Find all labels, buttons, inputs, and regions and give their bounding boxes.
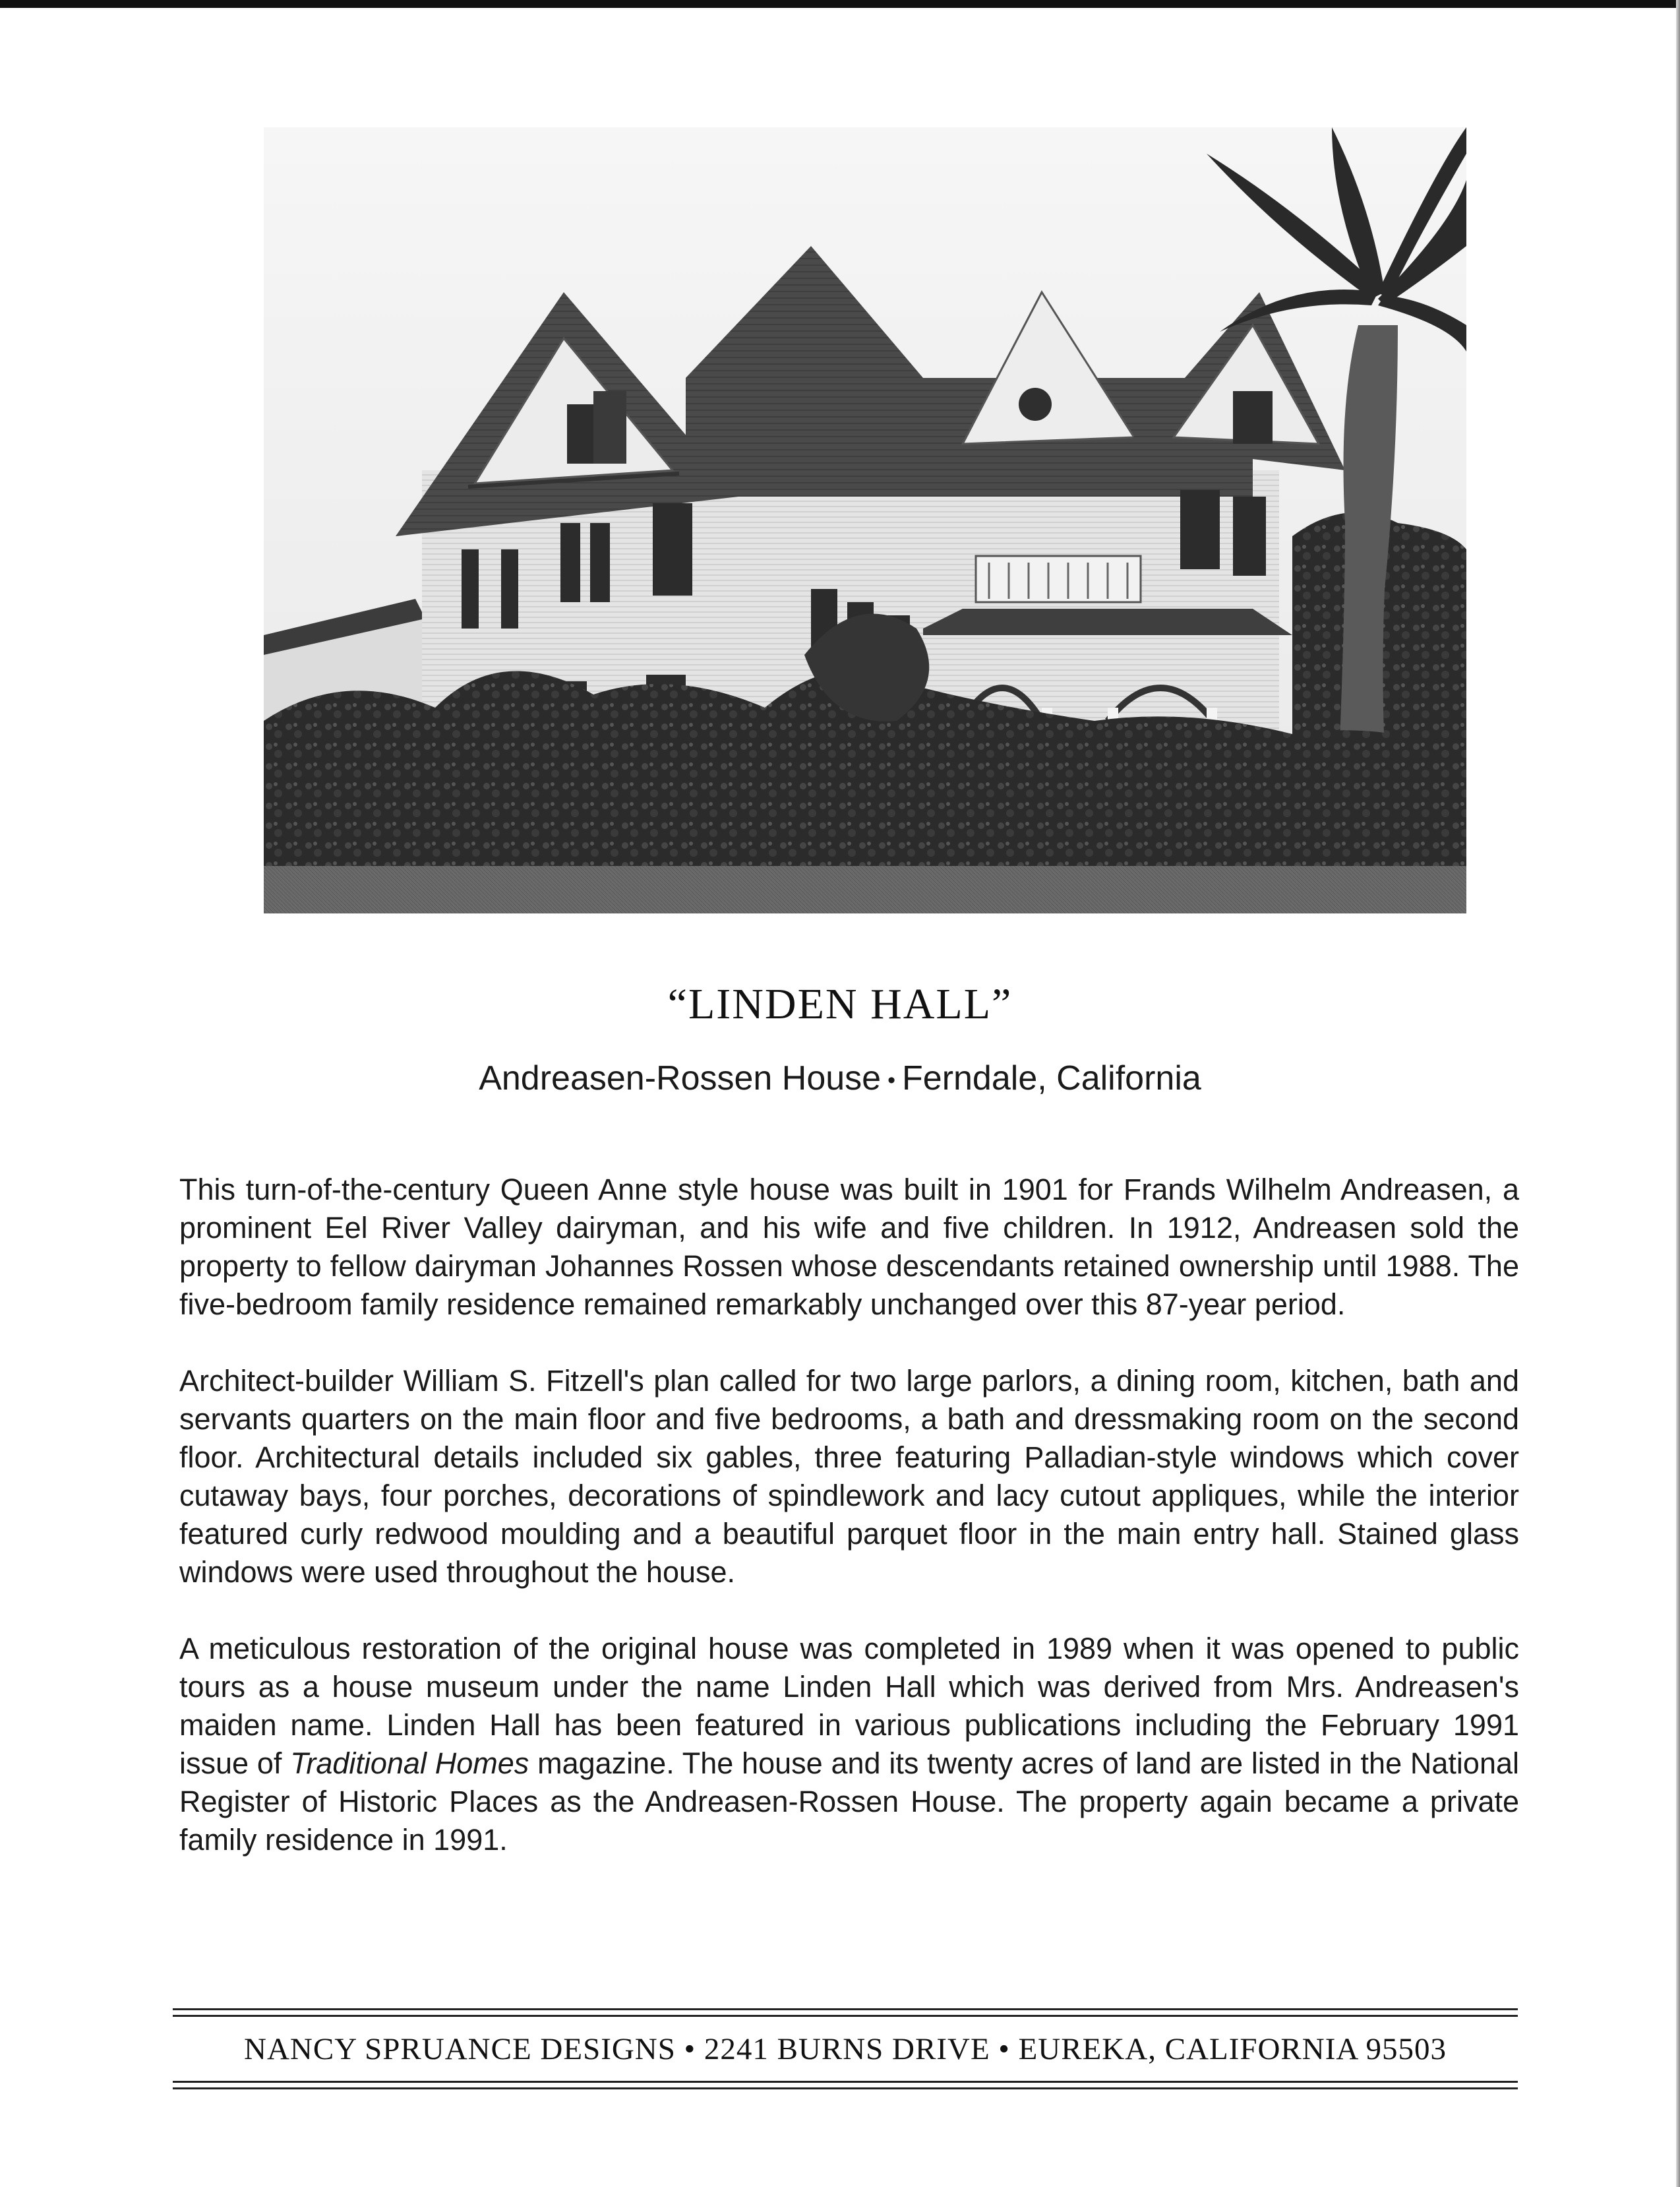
paragraph-restoration-part-2: magazine. The house and its twenty acres of land are listed in the National Register of Historic Places as the Andreasen-Rossen House. The property again became a private family residence in 1991. — [179, 1746, 1519, 1857]
footer-rule-top-2 — [173, 2015, 1518, 2017]
paragraph-history: This turn-of-the-century Queen Anne style house was built in 1901 for Frands Wilhelm Andreasen, a prominent Eel River Valley dairyman, and his wife and five children. In 1912, Andreasen sold the property to fellow dairyman Johannes Rossen whose descendants retained ownership until 1988. The five-bedroom family residence remained remarkably unchanged over this 87-year period. — [179, 1173, 1519, 1321]
subtitle-house-name: Andreasen-Rossen House — [479, 1059, 882, 1097]
house-photo — [264, 127, 1466, 913]
subtitle-location: Ferndale, California — [902, 1059, 1201, 1097]
subtitle-separator: • — [887, 1067, 896, 1093]
document-subtitle — [0, 1059, 1680, 1098]
paragraph-restoration-part-1: A meticulous restoration of the original house was completed in 1989 when it was opened to public tours as a house museum under the name Linden Hall which was derived from Mrs. Andreasen's maiden name. Linden Hall has been featured in various publications including the February 1991 issue of — [179, 1632, 1519, 1780]
document-title: “LINDEN HALL” — [667, 980, 1013, 1028]
scan-top-edge — [0, 0, 1680, 8]
publication-title: Traditional Homes — [290, 1746, 529, 1780]
paragraph-architecture: Architect-builder William S. Fitzell's plan called for two large parlors, a dining room, kitchen, bath and servants quarters on the main floor and five bedrooms, a bath and dressmaking room on the second floor. Architectural details included six gables, three featuring Palladian-style windows which cover cutaway bays, four porches, decorations of spindlework and lacy cutout appliques, while the interior featured curly redwood moulding and a beautiful parquet floor in the main entry hall. Stained glass windows were used throughout the house. — [179, 1364, 1519, 1589]
footer-rule-top-1 — [173, 2008, 1518, 2010]
paragraph-restoration — [179, 1630, 1519, 1859]
footer-rule-bottom-1 — [173, 2081, 1518, 2083]
footer-address: NANCY SPRUANCE DESIGNS • 2241 BURNS DRIVE • EUREKA, CALIFORNIA 95503 — [244, 2032, 1447, 2066]
footer-rule-bottom-2 — [173, 2087, 1518, 2089]
body-text — [179, 1171, 1519, 1897]
